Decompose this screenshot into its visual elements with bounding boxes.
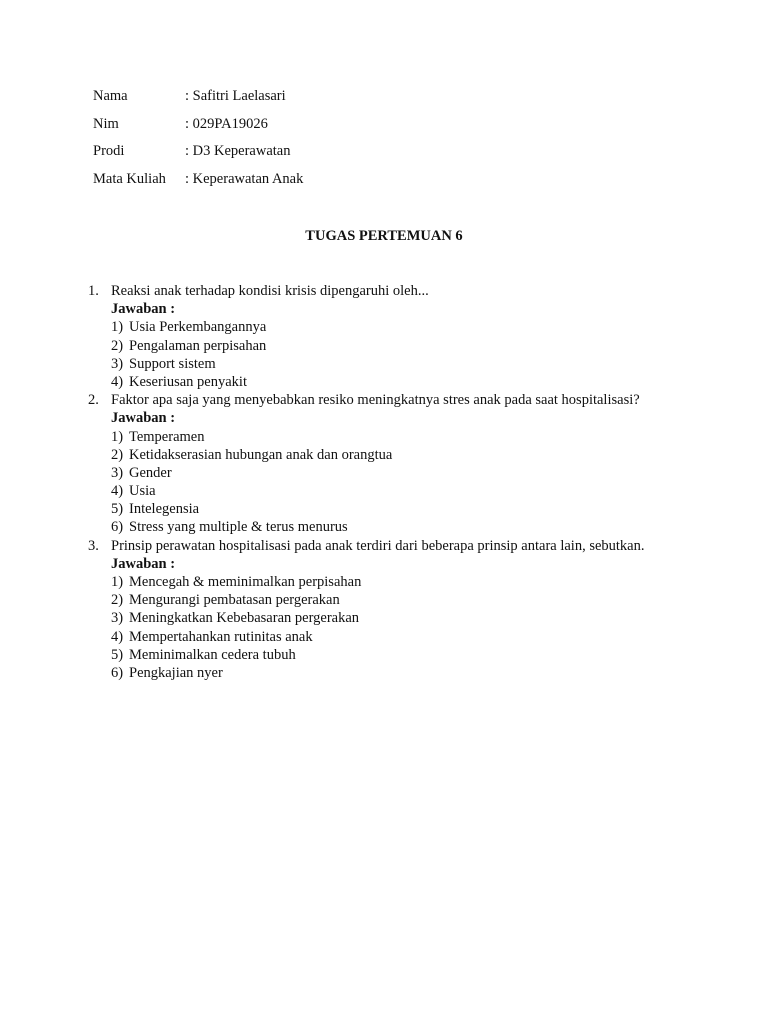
answer-number: 3) — [111, 355, 124, 372]
answer-text: Meminimalkan cedera tubuh — [129, 646, 296, 663]
answer-label: Jawaban : — [111, 555, 176, 572]
answer-item — [88, 337, 708, 355]
answer-number: 2) — [111, 337, 124, 354]
answer-number: 1) — [111, 319, 124, 336]
answer-item — [88, 646, 708, 664]
answer-number: 1) — [111, 574, 124, 590]
question-line — [88, 537, 708, 555]
page-title: TUGAS PERTEMUAN 6 — [305, 228, 463, 244]
answer-item — [88, 428, 708, 446]
answer-text: Pengalaman perpisahan — [129, 337, 267, 354]
answer-number: 5) — [111, 501, 124, 518]
answer-number: 4) — [111, 373, 124, 390]
answer-label: Jawaban : — [111, 410, 176, 427]
student-info-table — [93, 87, 303, 197]
answer-number: 1) — [111, 428, 124, 445]
answer-item — [88, 628, 708, 646]
question-line — [88, 391, 708, 409]
answer-item — [88, 609, 708, 627]
question-text: Prinsip perawatan hospitalisasi pada anak terdiri dari beberapa prinsip antara lain, sebutkan. — [111, 537, 645, 554]
info-label: Prodi — [93, 143, 125, 159]
answer-item — [88, 500, 708, 518]
question-number: 3. — [88, 537, 99, 554]
info-label: Nim — [93, 115, 119, 132]
answer-number: 2) — [111, 592, 124, 609]
answer-label: Jawaban : — [111, 301, 176, 318]
answer-number: 2) — [111, 446, 124, 463]
question-text: Faktor apa saja yang menyebabkan resiko meningkatnya stres anak pada saat hospitalisasi? — [111, 392, 640, 409]
answer-number: 4) — [111, 628, 124, 645]
answer-number: 4) — [111, 483, 124, 500]
answer-number: 3) — [111, 464, 124, 481]
question-item — [88, 282, 708, 391]
answer-text: Mempertahankan rutinitas anak — [129, 628, 313, 645]
info-value: : Keperawatan Anak — [185, 170, 304, 187]
answer-number: 3) — [111, 610, 124, 627]
info-row-prodi — [93, 142, 303, 170]
answer-text: Meningkatkan Kebebasaran pergerakan — [129, 610, 360, 627]
answer-item — [88, 482, 708, 500]
info-row-nim — [93, 115, 303, 143]
info-value: : D3 Keperawatan — [185, 143, 291, 159]
question-number: 2. — [88, 392, 99, 409]
answer-text: Gender — [129, 464, 172, 481]
question-list — [88, 282, 708, 682]
info-value: : 029PA19026 — [185, 115, 268, 132]
answer-item — [88, 373, 708, 391]
answer-text: Temperamen — [129, 428, 205, 445]
question-text: Reaksi anak terhadap kondisi krisis dipengaruhi oleh... — [111, 283, 429, 299]
question-item — [88, 391, 708, 537]
answer-item — [88, 355, 708, 373]
answer-text: Intelegensia — [129, 501, 200, 518]
info-label: Nama — [93, 88, 128, 104]
info-value: : Safitri Laelasari — [185, 88, 286, 104]
answer-item — [88, 518, 708, 536]
answer-text: Stress yang multiple & terus menurus — [129, 519, 348, 536]
answer-item — [88, 664, 708, 682]
answer-text: Pengkajian nyer — [129, 664, 223, 681]
answer-number: 6) — [111, 519, 124, 536]
answer-item — [88, 318, 708, 336]
answer-number: 5) — [111, 646, 124, 663]
answer-text: Keseriusan penyakit — [129, 373, 247, 390]
info-label: Mata Kuliah — [93, 170, 166, 187]
answer-item — [88, 446, 708, 464]
info-row-mata-kuliah — [93, 170, 303, 198]
question-number: 1. — [88, 283, 99, 299]
info-row-nama — [93, 87, 303, 115]
answer-text: Mencegah & meminimalkan perpisahan — [129, 574, 362, 590]
answer-item — [88, 591, 708, 609]
question-line — [88, 282, 708, 300]
answer-number: 6) — [111, 664, 124, 681]
answer-text: Usia — [129, 483, 156, 500]
answer-item — [88, 573, 708, 591]
answer-text: Support sistem — [129, 355, 216, 372]
answer-text: Ketidakserasian hubungan anak dan orangtua — [129, 446, 393, 463]
question-item — [88, 537, 708, 683]
answer-text: Usia Perkembangannya — [129, 319, 267, 336]
answer-text: Mengurangi pembatasan pergerakan — [129, 592, 340, 609]
answer-item — [88, 464, 708, 482]
